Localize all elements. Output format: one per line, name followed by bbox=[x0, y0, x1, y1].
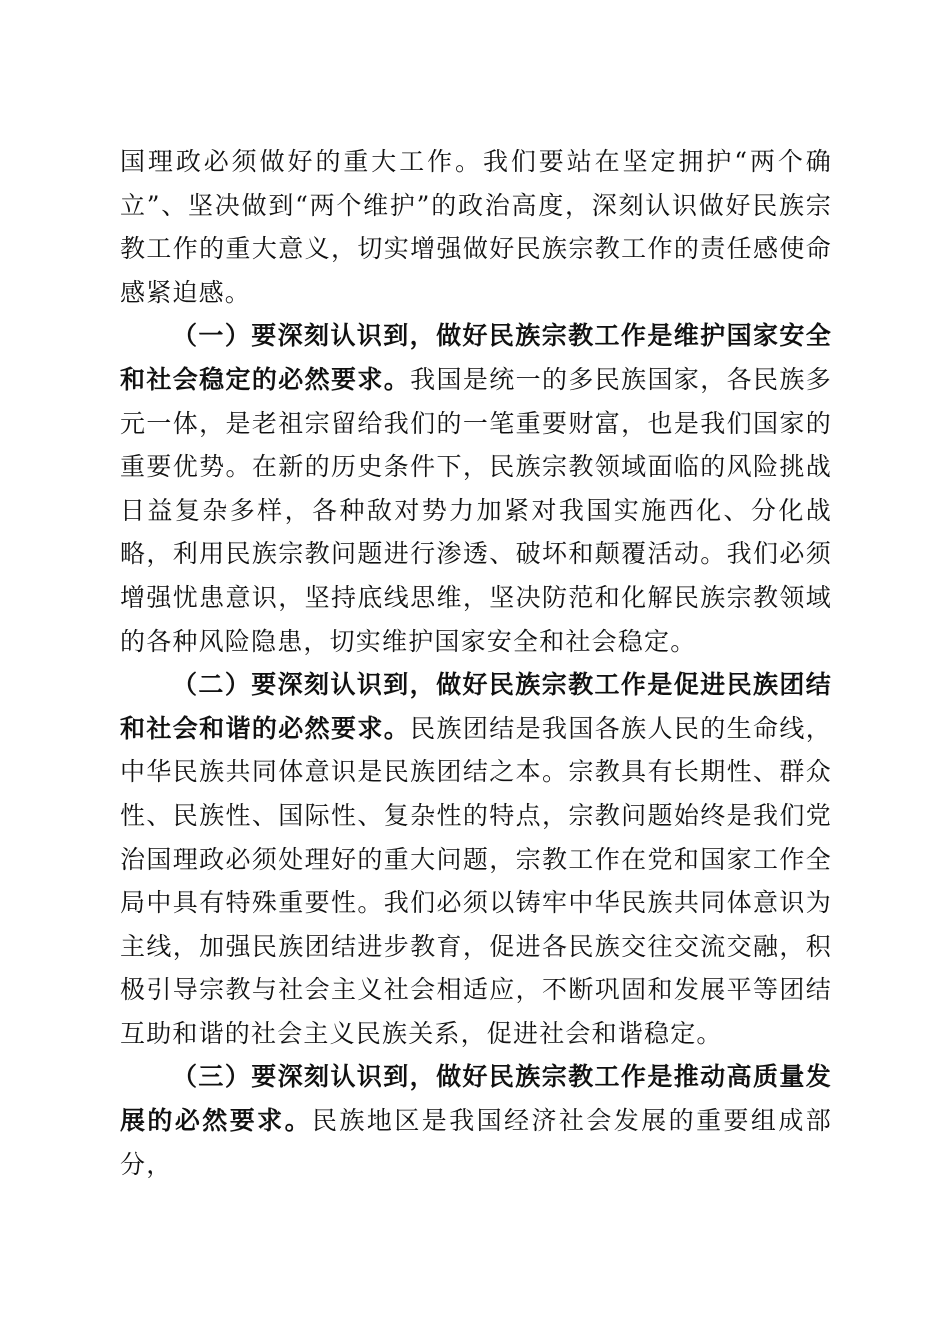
section-1-heading: （一）要深刻认识到，做好民族宗教工作是维护国家安全和社会稳定的必然要求。 bbox=[120, 321, 832, 394]
section-2-body: 民族团结是我国各族人民的生命线，中华民族共同体意识是民族团结之本。宗教具有长期性、群众性、民族性、国际性、复杂性的特点，宗教问题始终是我们党治国理政必须处理好的重大问题，宗教工作在党和国家工作全局中具有特殊重要性。我们必须以铸牢中华民族共同体意识为主线，加强民族团结进步教育，促进各民族交往交流交融，积极引导宗教与社会主义社会相适应，不断巩固和发展平等团结互助和谐的社会主义民族关系，促进社会和谐稳定。 bbox=[120, 713, 833, 1048]
paragraph-section-2 bbox=[120, 663, 832, 1055]
paragraph-intro-body: 国理政必须做好的重大工作。我们要站在坚定拥护“两个确立”、坚决做到“两个维护”的政治高度，深刻认识做好民族宗教工作的重大意义，切实增强做好民族宗教工作的责任感使命感紧迫感。 bbox=[120, 147, 832, 307]
section-1-body: 我国是统一的多民族国家，各民族多元一体，是老祖宗留给我们的一笔重要财富，也是我们国家的重要优势。在新的历史条件下，民族宗教领域面临的风险挑战日益复杂多样，各种敌对势力加紧对我国实施西化、分化战略，利用民族宗教问题进行渗透、破坏和颠覆活动。我们必须增强忧患意识，坚持底线思维，坚决防范和化解民族宗教领域的各种风险隐患，切实维护国家安全和社会稳定。 bbox=[120, 364, 833, 656]
section-2-heading: （二）要深刻认识到，做好民族宗教工作是促进民族团结和社会和谐的必然要求。 bbox=[120, 670, 832, 743]
section-3-body: 民族地区是我国经济社会发展的重要组成部分， bbox=[120, 1106, 832, 1179]
paragraph-section-3 bbox=[120, 1055, 832, 1186]
paragraph-section-1 bbox=[120, 314, 832, 663]
section-3-heading: （三）要深刻认识到，做好民族宗教工作是推动高质量发展的必然要求。 bbox=[120, 1062, 832, 1136]
paragraph-intro bbox=[120, 140, 832, 314]
document-page bbox=[120, 140, 832, 1186]
